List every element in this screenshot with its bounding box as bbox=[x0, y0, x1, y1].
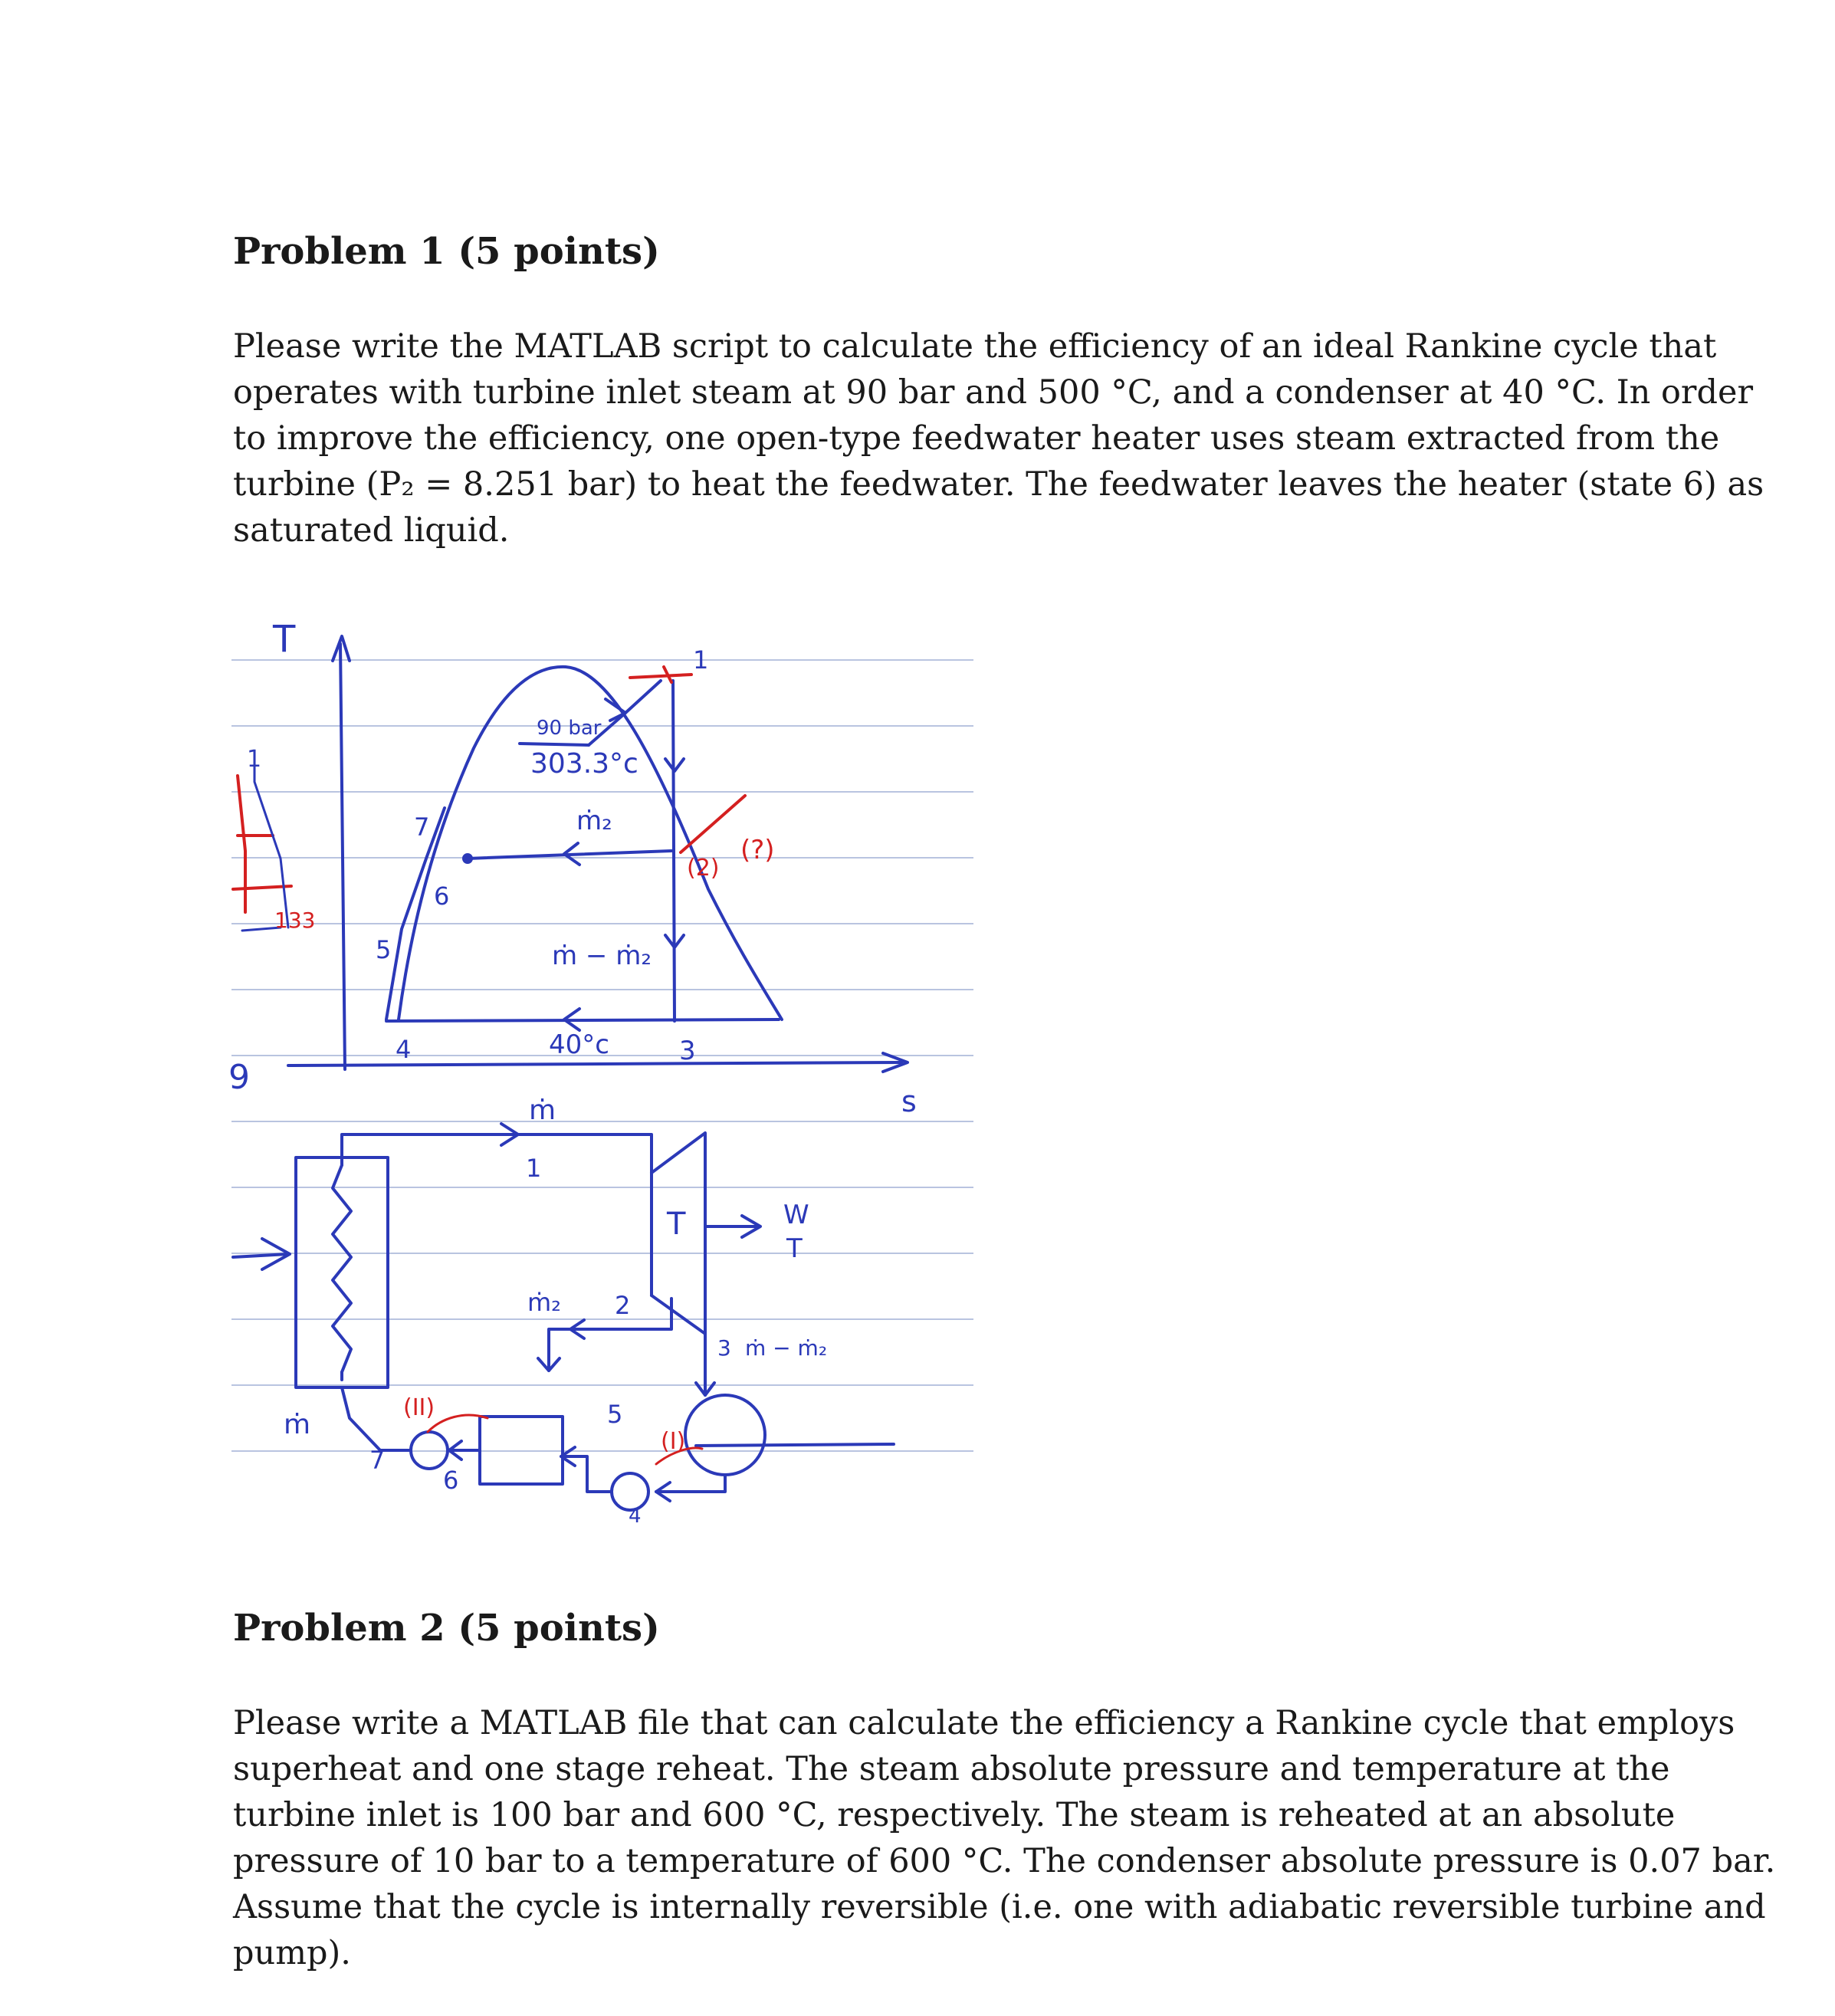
station-1-label: 1 bbox=[526, 1154, 542, 1183]
problem1-line: turbine (P₂ = 8.251 bar) to heat the feedwater. The feedwater leaves the heater (state 6) as bbox=[233, 465, 1764, 504]
condenser-cooling-line bbox=[696, 1444, 894, 1446]
problem2-line: pressure of 10 bar to a temperature of 600 °C. The condenser absolute pressure is 0.07 bar. bbox=[233, 1842, 1776, 1880]
station-3-label: 3 bbox=[717, 1335, 731, 1361]
state-3-label: 3 bbox=[679, 1036, 696, 1066]
side-note-133: 133 bbox=[274, 908, 316, 933]
state-6-label: 6 bbox=[434, 882, 450, 911]
cycle-schematic bbox=[233, 1124, 894, 1510]
m2-label: ṁ₂ bbox=[576, 806, 612, 836]
station-5-label: 5 bbox=[607, 1400, 623, 1429]
ts-diagram bbox=[288, 636, 908, 1072]
state-4-label: 4 bbox=[396, 1035, 412, 1064]
problem2-text bbox=[233, 1700, 1776, 1976]
condenser-isobar bbox=[386, 1019, 779, 1021]
problem2-heading: Problem 2 (5 points) bbox=[233, 1607, 660, 1650]
heat-input-line bbox=[233, 1254, 288, 1257]
s-axis bbox=[288, 1062, 901, 1065]
problem1-text bbox=[233, 323, 1766, 553]
state2-pointer bbox=[681, 796, 745, 852]
station-2-label: 2 bbox=[615, 1291, 631, 1320]
pump-1-label: (I) bbox=[661, 1428, 686, 1455]
tsat-label: 303.3°c bbox=[530, 748, 638, 780]
state-1-label: 1 bbox=[693, 645, 709, 675]
rankine-sketch bbox=[227, 606, 978, 1525]
problem2-line: turbine inlet is 100 bar and 600 °C, respectively. The steam is reheated at an absolute bbox=[233, 1796, 1676, 1834]
problem2-line: superheat and one stage reheat. The steam absolute pressure and temperature at the bbox=[233, 1750, 1670, 1788]
mdot-left-label: ṁ bbox=[284, 1409, 311, 1440]
work-label: W bbox=[783, 1200, 809, 1230]
t-axis bbox=[340, 644, 345, 1069]
problem1-line: Please write the MATLAB script to calculate the efficiency of an ideal Rankine cycle that bbox=[233, 327, 1717, 366]
side-sketch bbox=[242, 751, 288, 931]
boiler-coil bbox=[333, 1165, 351, 1372]
problem1-heading: Problem 1 (5 points) bbox=[233, 230, 660, 273]
turbine-label: T bbox=[667, 1207, 686, 1242]
side-note-1: 1 bbox=[247, 746, 262, 773]
mdot-in-label: ṁ bbox=[529, 1095, 556, 1126]
work-sub-label: T bbox=[786, 1233, 803, 1264]
station-4-label: 4 bbox=[629, 1505, 642, 1525]
state-7-label: 7 bbox=[414, 813, 430, 842]
state-2-label: (2) bbox=[687, 855, 720, 882]
problem1-line: saturated liquid. bbox=[233, 511, 510, 550]
side-note-9: 9 bbox=[228, 1058, 250, 1097]
problem1-line: operates with turbine inlet steam at 90 bar and 500 °C, and a condenser at 40 °C. In order bbox=[233, 373, 1754, 412]
handwritten-figure bbox=[227, 606, 978, 1525]
mdiff-label: ṁ − ṁ₂ bbox=[552, 941, 652, 971]
m-minus-m2-label: ṁ − ṁ₂ bbox=[745, 1335, 828, 1361]
extraction-line bbox=[549, 1299, 671, 1371]
pump-2-outlet bbox=[342, 1387, 411, 1450]
isobar-90bar bbox=[520, 744, 589, 745]
m2-extract-label: ṁ₂ bbox=[527, 1288, 561, 1317]
t-axis-label: T bbox=[273, 618, 296, 661]
expansion-line bbox=[673, 681, 675, 1021]
tcond-label: 40°c bbox=[549, 1029, 609, 1060]
s-axis-label: s bbox=[901, 1085, 917, 1118]
station-6-label: 6 bbox=[443, 1466, 459, 1495]
red-annotations bbox=[233, 667, 745, 912]
problem2-line: Assume that the cycle is internally reversible (i.e. one with adiabatic reversible turbine and bbox=[233, 1888, 1766, 1926]
state-2-query: (?) bbox=[740, 835, 775, 865]
side-sketch-red bbox=[238, 776, 245, 912]
boiler bbox=[296, 1157, 388, 1387]
station-7-label: 7 bbox=[369, 1446, 386, 1475]
state-point bbox=[464, 855, 471, 862]
condenser bbox=[685, 1395, 765, 1475]
pump-2-label: (II) bbox=[403, 1394, 435, 1421]
problem2-line: Please write a MATLAB file that can calculate the efficiency a Rankine cycle that employs bbox=[233, 1704, 1735, 1742]
side-sketch-curve bbox=[254, 751, 288, 928]
problem2-line: pump). bbox=[233, 1934, 351, 1972]
problem1-line: to improve the efficiency, one open-type feedwater heater uses steam extracted from the bbox=[233, 419, 1720, 458]
state1-mark bbox=[630, 675, 691, 678]
state-5-label: 5 bbox=[376, 935, 392, 964]
pressure-label: 90 bar bbox=[537, 717, 602, 740]
